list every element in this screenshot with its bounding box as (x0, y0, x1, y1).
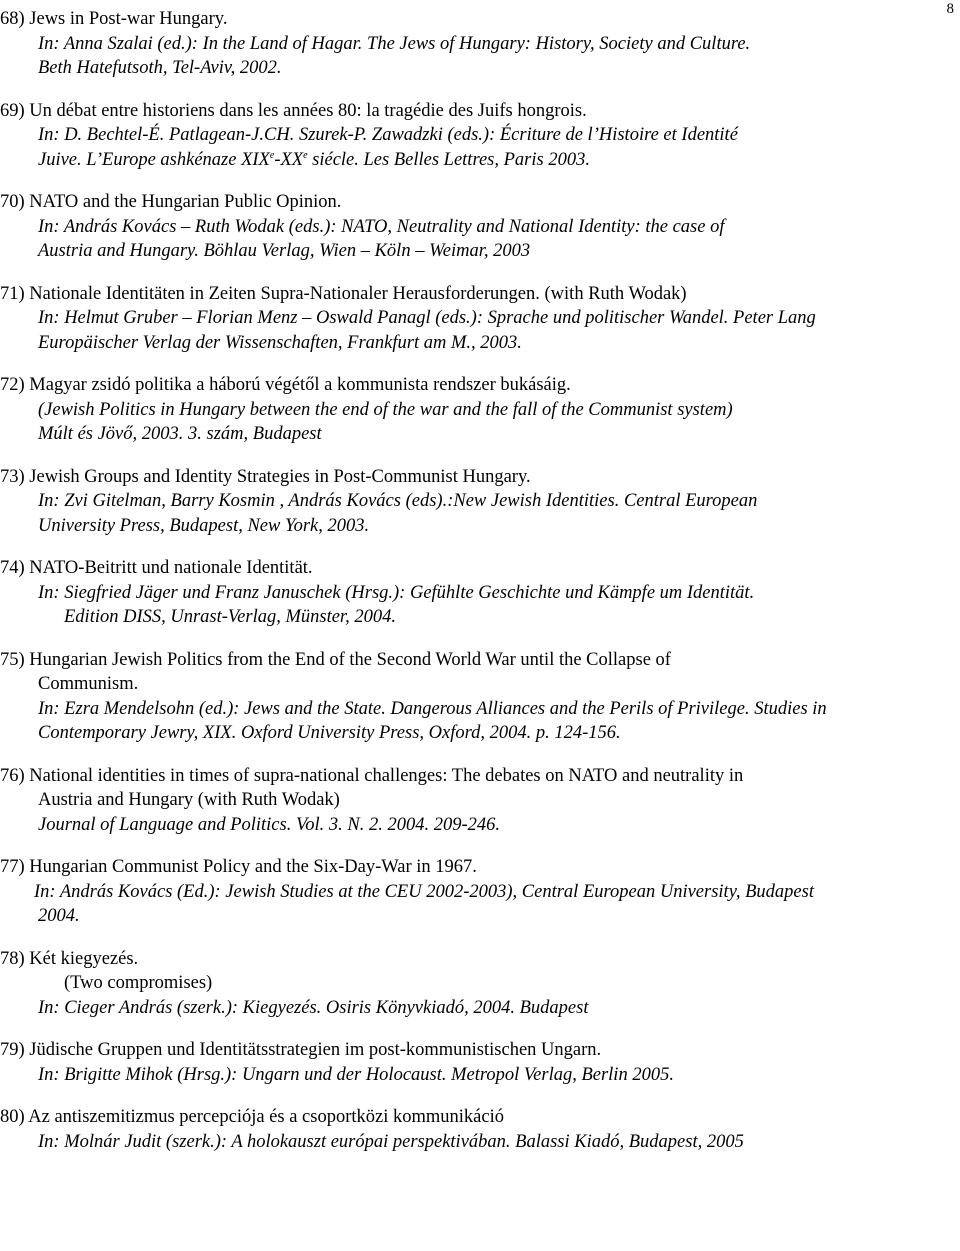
entry-source: In: Zvi Gitelman, Barry Kosmin , András Kovács (eds).:New Jewish Identities. Central European (38, 491, 758, 511)
entry-title-cont: Austria and Hungary (with Ruth Wodak) (38, 790, 340, 810)
entry-source: In: D. Bechtel-É. Patlagean-J.CH. Szurek-P. Zawadzki (eds.): Écriture de l’Histoire et Identité (38, 125, 738, 145)
entry-source: In: András Kovács – Ruth Wodak (eds.): NATO, Neutrality and National Identity: the case of (38, 216, 725, 237)
entry-source: (Jewish Politics in Hungary between the end of the war and the fall of the Communist system) (38, 399, 733, 420)
list-item (0, 373, 958, 447)
list-item (0, 465, 958, 539)
list-item (0, 855, 958, 929)
list-item (0, 190, 958, 264)
entry-title: 70) NATO and the Hungarian Public Opinion. (0, 192, 342, 212)
entry-publisher: University Press, Budapest, New York, 2003. (38, 515, 370, 536)
entry-source: In: Anna Szalai (ed.): In the Land of Hagar. The Jews of Hungary: History, Society and Culture. (38, 33, 751, 54)
entry-publisher-part: -XX (274, 149, 304, 170)
entry-title: 77) Hungarian Communist Policy and the Six-Day-War in 1967. (0, 857, 477, 877)
list-item (0, 1105, 958, 1154)
entry-publisher: Edition DISS, Unrast-Verlag, Münster, 2004. (64, 607, 396, 627)
page-number: 8 (946, 1, 954, 17)
entry-publisher-part: siécle. Les Belles Lettres, Paris 2003. (307, 149, 590, 170)
bibliography-list (0, 7, 958, 1172)
list-item (0, 764, 958, 838)
list-item (0, 556, 958, 630)
superscript: e (303, 149, 308, 161)
entry-title: 73) Jewish Groups and Identity Strategies in Post-Communist Hungary. (0, 466, 531, 487)
entry-title: 78) Két kiegyezés. (0, 948, 139, 969)
list-item (0, 282, 958, 356)
list-item (0, 7, 958, 81)
entry-publisher: Austria and Hungary. Böhlau Verlag, Wien – Köln – Weimar, 2003 (38, 241, 531, 261)
entry-title: 79) Jüdische Gruppen und Identitätsstrategien im post-kommunistischen Ungarn. (0, 1040, 602, 1060)
entry-title: 75) Hungarian Jewish Politics from the End of the Second World War until the Collapse of (0, 649, 671, 670)
entry-source: In: Ezra Mendelsohn (ed.): Jews and the State. Dangerous Alliances and the Perils of Privilege. Studies in (38, 698, 827, 719)
entry-source: In: Siegfried Jäger und Franz Januschek (Hrsg.): Gefühlte Geschichte und Kämpfe um Identität. (38, 582, 755, 603)
list-item (0, 99, 958, 173)
entry-publisher: Múlt és Jövő, 2003. 3. szám, Budapest (38, 424, 322, 444)
entry-source: In: Molnár Judit (szerk.): A holokauszt európai perspektivában. Balassi Kiadó, Budapest, 2005 (38, 1131, 744, 1152)
list-item (0, 648, 958, 746)
entry-source: Journal of Language and Politics. Vol. 3. N. 2. 2004. 209-246. (38, 814, 500, 835)
entry-title: 76) National identities in times of supra-national challenges: The debates on NATO and neutrality in (0, 765, 744, 786)
entry-title: 74) NATO-Beitritt und nationale Identität. (0, 558, 313, 578)
entry-source: In: Cieger András (szerk.): Kiegyezés. Osiris Könyvkiadó, 2004. Budapest (38, 997, 589, 1018)
entry-source: In: András Kovács (Ed.): Jewish Studies at the CEU 2002-2003), Central European University, Budapest (34, 881, 814, 902)
entry-title: 80) Az antiszemitizmus percepciója és a csoportközi kommunikáció (0, 1107, 504, 1127)
entry-publisher: Beth Hatefutsoth, Tel-Aviv, 2002. (38, 58, 282, 78)
entry-title: 69) Un débat entre historiens dans les années 80: la tragédie des Juifs hongrois. (0, 100, 587, 121)
entry-title: 71) Nationale Identitäten in Zeiten Supra-Nationaler Herausforderungen. (with Ruth Wodak) (0, 283, 687, 304)
entry-title-cont: Communism. (38, 674, 139, 694)
entry-title: 68) Jews in Post-war Hungary. (0, 9, 228, 29)
entry-publisher (0, 148, 958, 173)
entry-publisher: Europäischer Verlag der Wissenschaften, Frankfurt am M., 2003. (38, 332, 522, 353)
entry-translation: (Two compromises) (64, 973, 213, 993)
superscript: e (269, 149, 275, 161)
entry-source: In: Brigitte Mihok (Hrsg.): Ungarn und der Holocaust. Metropol Verlag, Berlin 2005. (38, 1064, 674, 1085)
entry-source: In: Helmut Gruber – Florian Menz – Oswald Panagl (eds.): Sprache und politischer Wandel. Peter Lang (38, 308, 816, 328)
entry-title: 72) Magyar zsidó politika a háború végétől a kommunista rendszer bukásáig. (0, 375, 571, 395)
list-item (0, 947, 958, 1021)
list-item (0, 1038, 958, 1087)
entry-publisher-part: Juive. L’Europe ashkénaze XIX (38, 149, 270, 170)
entry-publisher: 2004. (38, 906, 80, 926)
entry-publisher: Contemporary Jewry, XIX. Oxford University Press, Oxford, 2004. p. 124-156. (38, 723, 621, 743)
